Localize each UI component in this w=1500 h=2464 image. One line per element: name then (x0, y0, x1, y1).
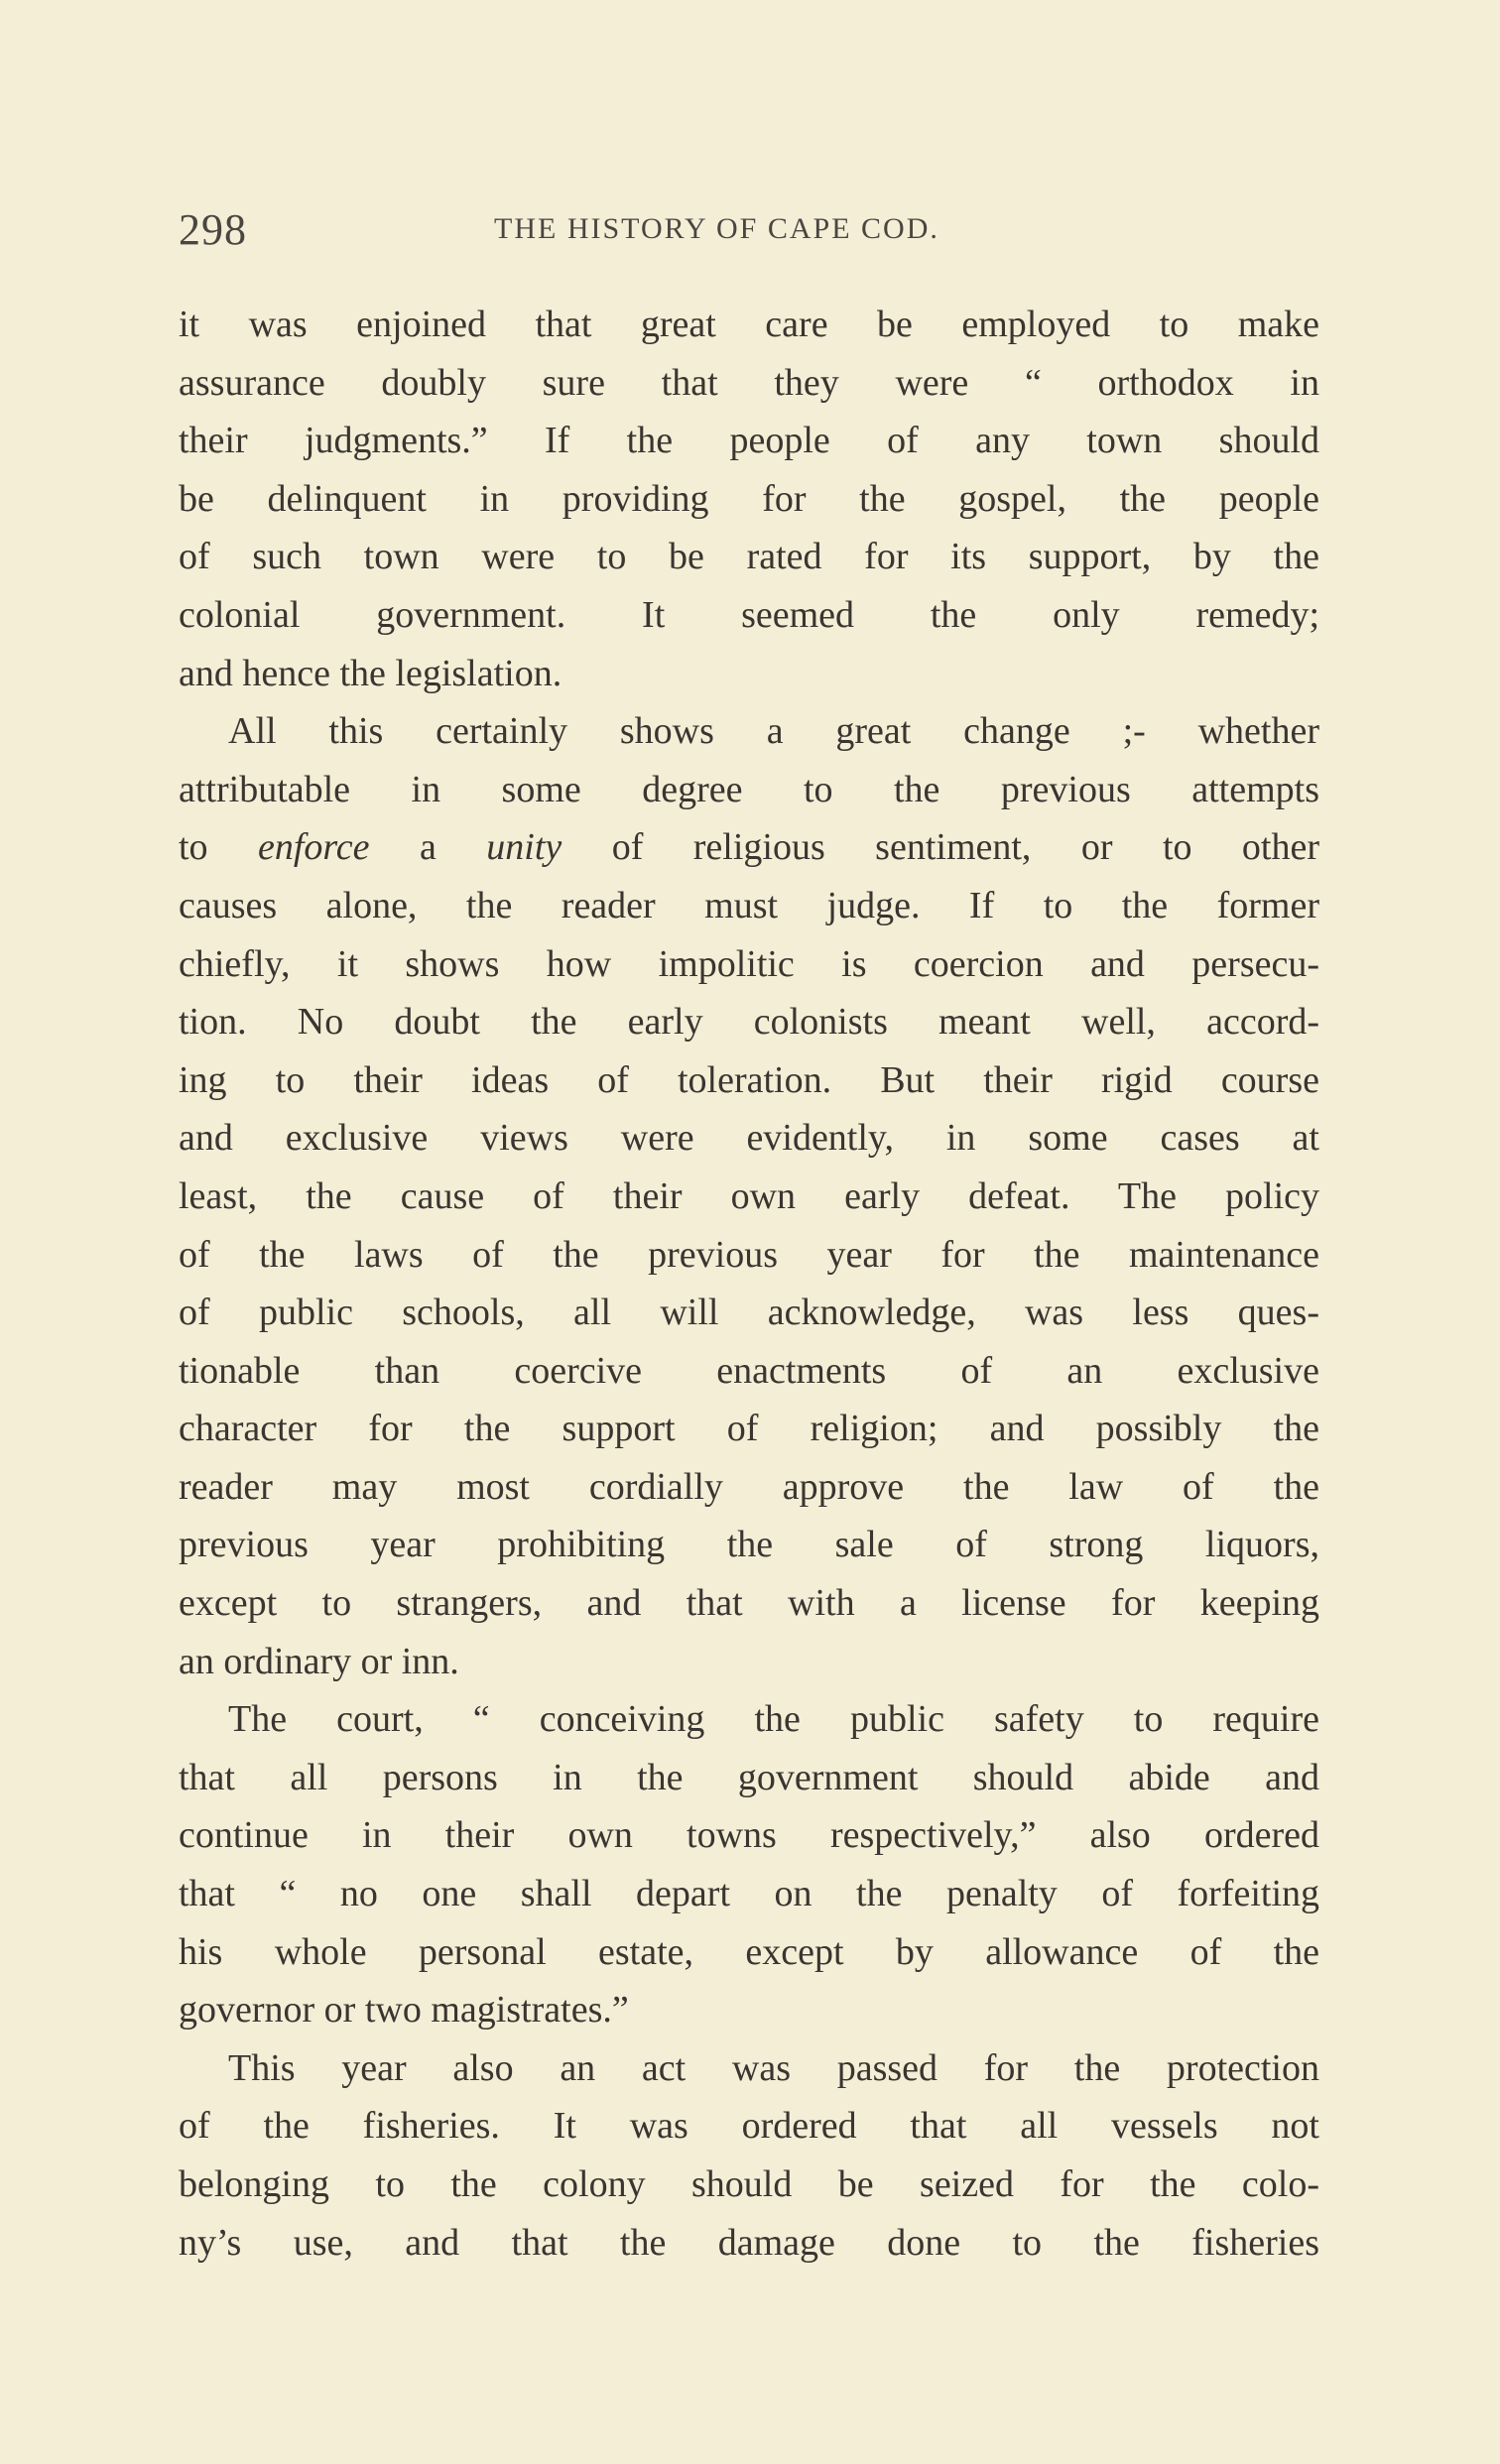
text-line (179, 818, 1319, 877)
text-line: ny’s use, and that the damage done to the fisheries (179, 2221, 1319, 2264)
text-segment: of religious sentiment, or to other (562, 826, 1319, 869)
text-line: an ordinary or inn. (179, 1640, 459, 1682)
text-line: it was enjoined that great care be employed to make (179, 304, 1319, 345)
text-line: belonging to the colony should be seized for the colo- (179, 2163, 1319, 2205)
text-line: All this certainly shows a great change ;- whether (228, 710, 1319, 753)
body-text (179, 296, 1319, 2272)
page-number: 298 (179, 205, 247, 254)
text-line: ing to their ideas of toleration. But their rigid course (179, 1058, 1319, 1101)
text-line: tionable than coercive enactments of an exclusive (179, 1349, 1319, 1392)
text-line: continue in their own towns respectively,” also ordered (179, 1814, 1319, 1857)
text-line: his whole personal estate, except by allowance of the (179, 1930, 1319, 1973)
text-line: governor or two magistrates.” (179, 1989, 629, 2032)
text-line: and hence the legislation. (179, 652, 562, 694)
page-header (179, 204, 1319, 264)
text-line: be delinquent in providing for the gospel, the people (179, 477, 1319, 520)
text-line: except to strangers, and that with a license for keeping (179, 1582, 1319, 1625)
text-line: of public schools, all will acknowledge, was less ques- (179, 1292, 1319, 1334)
text-line: tion. No doubt the early colonists meant well, accord- (179, 1001, 1319, 1044)
italic-word: enforce (258, 826, 370, 869)
running-head: THE HISTORY OF CAPE COD. (494, 212, 939, 245)
text-line: and exclusive views were evidently, in some cases at (179, 1117, 1319, 1160)
italic-word: unity (486, 826, 562, 869)
text-segment: to (179, 826, 258, 869)
text-line: that “ no one shall depart on the penalty of forfeiting (179, 1873, 1319, 1915)
text-line: reader may most cordially approve the law of the (179, 1465, 1319, 1508)
text-line: character for the support of religion; and possibly the (179, 1408, 1319, 1450)
text-line: least, the cause of their own early defeat. The policy (179, 1174, 1319, 1217)
text-line: previous year prohibiting the sale of strong liquors, (179, 1524, 1319, 1566)
text-line: of the fisheries. It was ordered that all vessels not (179, 2105, 1319, 2148)
text-line: chiefly, it shows how impolitic is coercion and persecu- (179, 942, 1319, 985)
text-line: attributable in some degree to the previous attempts (179, 768, 1319, 810)
text-line: that all persons in the government should abide and (179, 1756, 1319, 1798)
text-line: of such town were to be rated for its support, by the (179, 536, 1319, 578)
text-line: The court, “ conceiving the public safety to require (228, 1698, 1319, 1741)
text-line: of the laws of the previous year for the maintenance (179, 1233, 1319, 1276)
text-line: assurance doubly sure that they were “ orthodox in (179, 361, 1319, 404)
text-line: causes alone, the reader must judge. If to the former (179, 884, 1319, 926)
text-segment: a (369, 826, 487, 869)
text-line: their judgments.” If the people of any town should (179, 420, 1319, 462)
text-line: colonial government. It seemed the only remedy; (179, 593, 1319, 636)
text-line: This year also an act was passed for the protection (228, 2046, 1319, 2089)
